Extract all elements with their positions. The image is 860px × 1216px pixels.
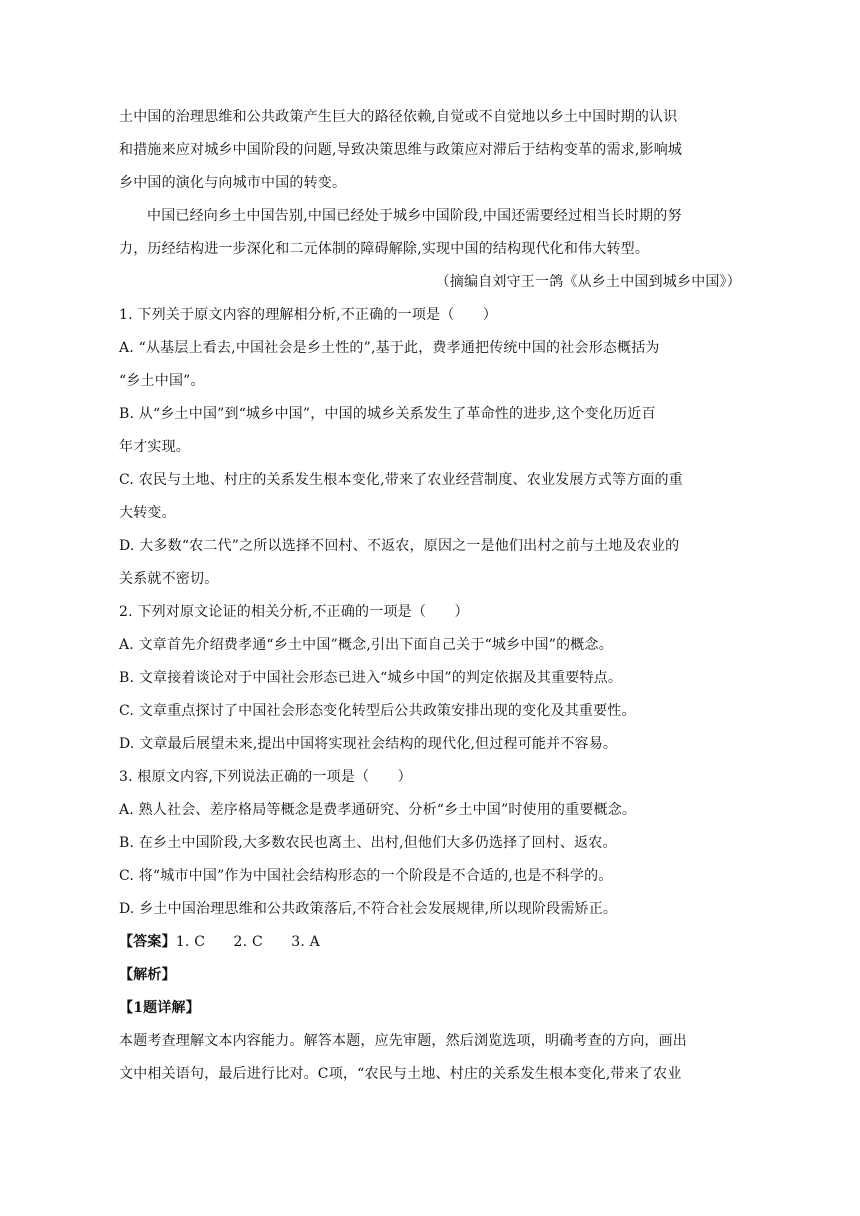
- option-line: A. 熟人社会、差序格局等概念是费孝通研究、分析“乡土中国”时使用的重要概念。: [119, 802, 637, 818]
- option-line: A. “从基层上看去,中国社会是乡土性的”,基于此，费孝通把传统中国的社会形态概括为: [119, 340, 660, 356]
- answer-label: 【答案】: [119, 934, 176, 950]
- passage-line: 乡中国的演化与向城市中国的转变。: [119, 175, 347, 191]
- option-line: C. 农民与土地、村庄的关系发生根本变化,带来了农业经营制度、农业发展方式等方面的重: [119, 472, 683, 488]
- option-line: 大转变。: [119, 505, 176, 521]
- option-line: B. 文章接着谈论对于中国社会形态已进入“城乡中国”的判定依据及其重要特点。: [119, 670, 623, 686]
- option-line: C. 文章重点探讨了中国社会形态变化转型后公共政策安排出现的变化及其重要性。: [119, 703, 636, 719]
- passage-source: （摘编自刘守王一鸽《从乡土中国到城乡中国》）: [435, 274, 741, 290]
- option-line: C. 将“城市中国”作为中国社会结构形态的一个阶段是不合适的,也是不科学的。: [119, 868, 613, 884]
- analysis-line: 文中相关语句，最后进行比对。C项，“农民与土地、村庄的关系发生根本变化,带来了农业: [119, 1066, 682, 1082]
- option-line: A. 文章首先介绍费孝通“乡土中国”概念,引出下面自己关于“城乡中国”的概念。: [119, 637, 613, 653]
- passage-line: 土中国的治理思维和公共政策产生巨大的路径依赖,自觉或不自觉地以乡土中国时期的认识: [119, 109, 678, 125]
- document-page: [119, 106, 741, 1096]
- passage-line: 中国已经向乡土中国告别,中国已经处于城乡中国阶段,中国还需要经过相当长时期的努: [147, 208, 682, 224]
- answer-line: [119, 931, 741, 964]
- analysis-line: 本题考查理解文本内容能力。解答本题，应先审题，然后浏览选项，明确考查的方向，画出: [119, 1033, 687, 1049]
- option-line: D. 文章最后展望未来,提出中国将实现社会结构的现代化,但过程可能并不容易。: [119, 736, 618, 752]
- question-stem: 1. 下列关于原文内容的理解相分析,不正确的一项是（ ）: [119, 307, 498, 323]
- passage-line: 力，历经结构进一步深化和二元体制的障碍解除,实现中国的结构现代化和伟大转型。: [119, 241, 650, 257]
- option-line: B. 从“乡土中国”到“城乡中国”，中国的城乡关系发生了革命性的进步,这个变化历近百: [119, 406, 656, 422]
- analysis-label: 【解析】: [119, 967, 176, 983]
- question-stem: 2. 下列对原文论证的相关分析,不正确的一项是（ ）: [119, 604, 469, 620]
- answer-text: 1. C 2. C 3. A: [175, 934, 320, 950]
- option-line: D. 乡土中国治理思维和公共政策落后,不符合社会发展规律,所以现阶段需矫正。: [119, 901, 618, 917]
- option-line: “乡土中国”。: [119, 373, 205, 389]
- option-line: D. 大多数“农二代”之所以选择不回村、不返农，原因之一是他们出村之前与土地及农业的: [119, 538, 680, 554]
- passage-line: 和措施来应对城乡中国阶段的问题,导致决策思维与政策应对滞后于结构变革的需求,影响城: [119, 142, 683, 158]
- option-line: 年才实现。: [119, 439, 190, 455]
- question-stem: 3. 根原文内容,下列说法正确的一项是（ ）: [119, 769, 412, 785]
- option-line: B. 在乡土中国阶段,大多数农民也离土、出村,但他们大多仍选择了回村、返农。: [119, 835, 617, 851]
- detail-label: 【1题详解】: [119, 1000, 200, 1016]
- option-line: 关系就不密切。: [119, 571, 219, 587]
